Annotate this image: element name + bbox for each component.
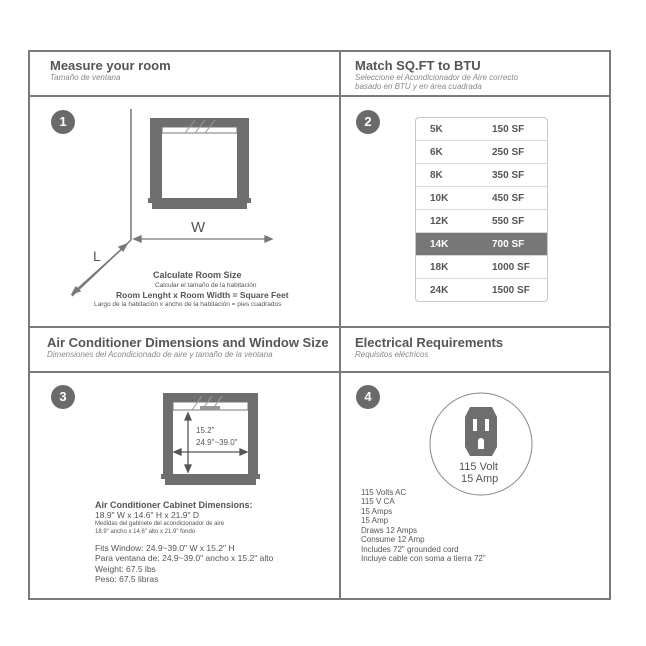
- area-cell: 450 SF: [492, 192, 525, 204]
- volt-label: 115 Volt: [459, 461, 498, 473]
- area-cell: 350 SF: [492, 169, 525, 181]
- area-cell: 250 SF: [492, 146, 525, 158]
- area-cell: 700 SF: [492, 238, 525, 250]
- electrical-title: Electrical Requirements: [355, 335, 504, 350]
- measure-line-4: Largo de la habitación x ancho de la habitación = pies cuadrados: [94, 301, 282, 308]
- dimensions-line-2: 18.9" W x 14.6" H x 21.9" D: [95, 510, 200, 520]
- dim-l-label: L: [93, 248, 101, 264]
- match-subtitle-2: basado en BTU y en área cuadrada: [355, 82, 482, 91]
- btu-cell: 12K: [430, 215, 449, 227]
- dimensions-subtitle: Dimensiones del Acondicionado de aire y tamaño de la ventana: [47, 350, 273, 359]
- width-label: 24.9"~39.0": [196, 438, 238, 447]
- dimensions-line-8: Peso: 67.5 libras: [95, 574, 159, 584]
- electrical-line-5: Draws 12 Amps: [361, 526, 418, 535]
- match-title: Match SQ.FT to BTU: [355, 58, 481, 73]
- btu-cell: 24K: [430, 284, 449, 296]
- area-cell: 1000 SF: [492, 261, 530, 273]
- dimensions-line-3: Medidas del gabinete del acondicionador de aire: [95, 521, 225, 527]
- btu-cell: 8K: [430, 169, 443, 181]
- electrical-line-1: 115 Volts AC: [361, 488, 407, 497]
- dimensions-line-7: Weight: 67.5 lbs: [95, 564, 156, 574]
- electrical-subtitle: Requisitos eléctricos: [355, 350, 429, 359]
- electrical-line-7: Includes 72" grounded cord: [361, 545, 459, 554]
- btu-cell: 14K: [430, 238, 449, 250]
- dim-w-label: W: [191, 219, 206, 236]
- height-label: 15.2": [196, 426, 215, 435]
- match-subtitle-1: Seleccione el Acondicionador de Aire correcto: [355, 73, 519, 82]
- btu-cell: 18K: [430, 261, 449, 273]
- measure-title: Measure your room: [50, 58, 171, 73]
- dimensions-title: Air Conditioner Dimensions and Window Size: [47, 335, 329, 350]
- electrical-line-6: Consume 12 Amp: [361, 535, 425, 544]
- btu-cell: 5K: [430, 123, 443, 135]
- outlet-icon: [465, 407, 497, 456]
- measure-line-2: Calcular el tamaño de la habitación: [155, 282, 257, 289]
- dimensions-line-4: 18.9" ancho x 14.6" alto x 21.9" fondo: [95, 529, 196, 535]
- area-cell: 550 SF: [492, 215, 525, 227]
- btu-cell: 6K: [430, 146, 443, 158]
- electrical-line-2: 115 V CA: [361, 497, 395, 506]
- dimensions-line-6: Para ventana de: 24.9~39.0" ancho x 15.2" alto: [95, 553, 274, 563]
- step-2-badge: 2: [356, 110, 380, 134]
- area-cell: 150 SF: [492, 123, 525, 135]
- measure-line-1: Calculate Room Size: [153, 270, 242, 280]
- measure-line-3: Room Lenght x Room Width = Square Feet: [116, 290, 289, 300]
- amp-label: 15 Amp: [461, 473, 499, 485]
- electrical-line-3: 15 Amps: [361, 507, 393, 516]
- step-4-badge: 4: [356, 385, 380, 409]
- area-cell: 1500 SF: [492, 284, 530, 296]
- electrical-line-8: Incluye cable con soma a tierra 72": [361, 554, 486, 563]
- step-1-badge: 1: [51, 110, 75, 134]
- dimensions-line-1: Air Conditioner Cabinet Dimensions:: [95, 500, 253, 510]
- measure-subtitle: Tamaño de ventana: [50, 73, 121, 82]
- electrical-line-4: 15 Amp: [361, 516, 389, 525]
- btu-cell: 10K: [430, 192, 449, 204]
- dimensions-line-5: Fits Window: 24.9~39.0" W x 15.2" H: [95, 543, 235, 553]
- step-3-badge: 3: [51, 385, 75, 409]
